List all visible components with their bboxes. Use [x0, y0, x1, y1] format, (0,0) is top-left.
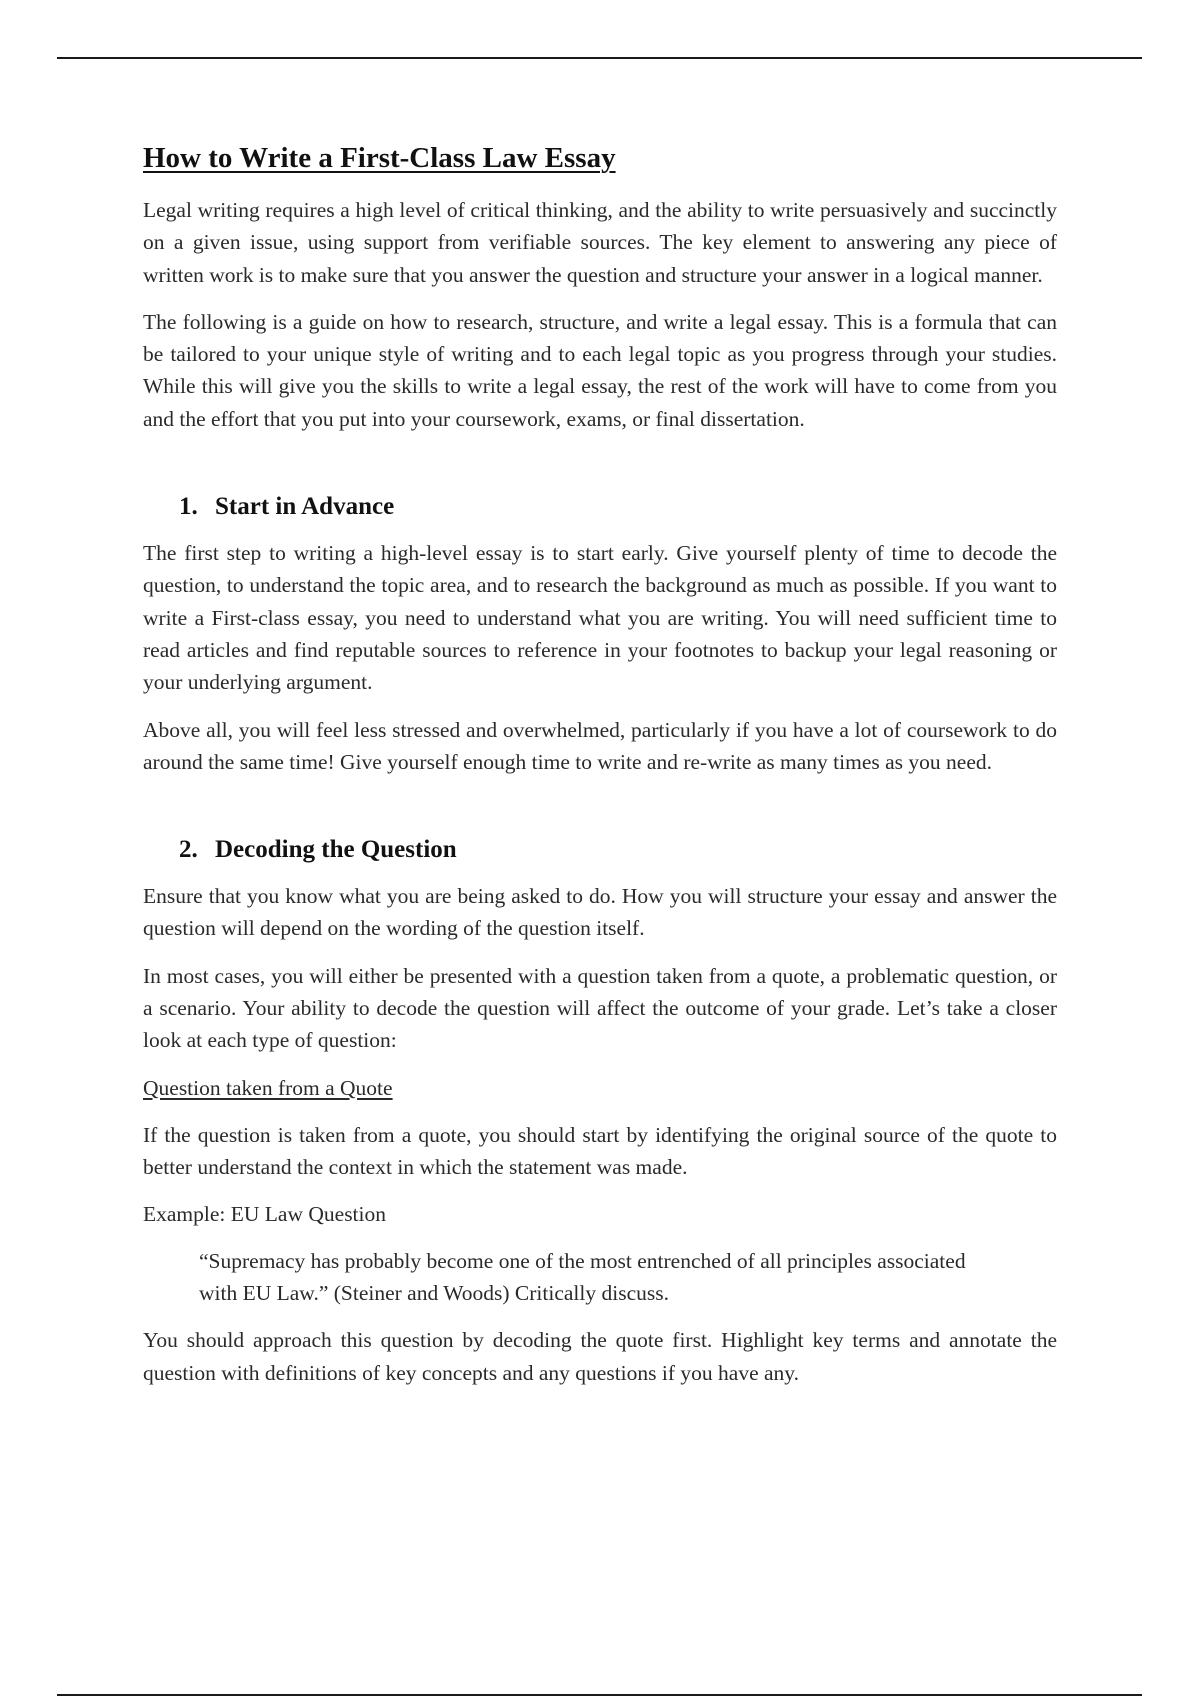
- section-title: Decoding the Question: [215, 836, 457, 864]
- section-heading-start-in-advance: [143, 489, 1057, 525]
- block-quote: “Supremacy has probably become one of the most entrenched of all principles associated with EU Law.” (Steiner and Woods) Critically discuss.: [199, 1249, 966, 1306]
- subheading-question-from-quote: Question taken from a Quote: [143, 1075, 393, 1100]
- intro-paragraph: The following is a guide on how to research, structure, and write a legal essay. This is a formula that can be tailored to your unique style of writing and to each legal topic as you progress through your studies. While this will give you the skills to write a legal essay, the rest of the work will have to come from you and the effort that you put into your coursework, exams, or final dissertation.: [143, 309, 1057, 431]
- top-rule: [57, 57, 1142, 59]
- document-body: [143, 138, 1057, 1404]
- subsection-paragraph: If the question is taken from a quote, you should start by identifying the original source of the quote to better understand the context in which the statement was made.: [143, 1122, 1057, 1179]
- example-label: Example: EU Law Question: [143, 1202, 387, 1227]
- section-number: 1.: [179, 493, 198, 521]
- section-paragraph: Ensure that you know what you are being asked to do. How you will structure your essay and answer the question will depend on the wording of the question itself.: [143, 884, 1057, 941]
- section-number: 2.: [179, 836, 198, 864]
- closing-paragraph: You should approach this question by decoding the quote first. Highlight key terms and annotate the question with definitions of key concepts and any questions if you have any.: [143, 1328, 1057, 1385]
- document-title: How to Write a First-Class Law Essay: [143, 142, 616, 174]
- section-heading-decoding-the-question: [143, 832, 1057, 868]
- section-paragraph: The first step to writing a high-level essay is to start early. Give yourself plenty of time to decode the question, to understand the topic area, and to research the background as much as possible. If you want to write a First-class essay, you need to understand what you are writing. You will need sufficient time to read articles and find reputable sources to reference in your footnotes to backup your legal reasoning or your underlying argument.: [143, 541, 1057, 695]
- section-paragraph: In most cases, you will either be presented with a question taken from a quote, a problematic question, or a scenario. Your ability to decode the question will affect the outcome of your grade. Let’s take a closer look at each type of question:: [143, 963, 1057, 1053]
- intro-paragraph: Legal writing requires a high level of critical thinking, and the ability to write persuasively and succinctly on a given issue, using support from verifiable sources. The key element to answering any piece of written work is to make sure that you answer the question and structure your answer in a logical manner.: [143, 198, 1057, 287]
- section-title: Start in Advance: [215, 493, 395, 521]
- section-paragraph: Above all, you will feel less stressed and overwhelmed, particularly if you have a lot of coursework to do around the same time! Give yourself enough time to write and re-write as many times as you need.: [143, 717, 1057, 774]
- bottom-rule: [57, 1694, 1142, 1696]
